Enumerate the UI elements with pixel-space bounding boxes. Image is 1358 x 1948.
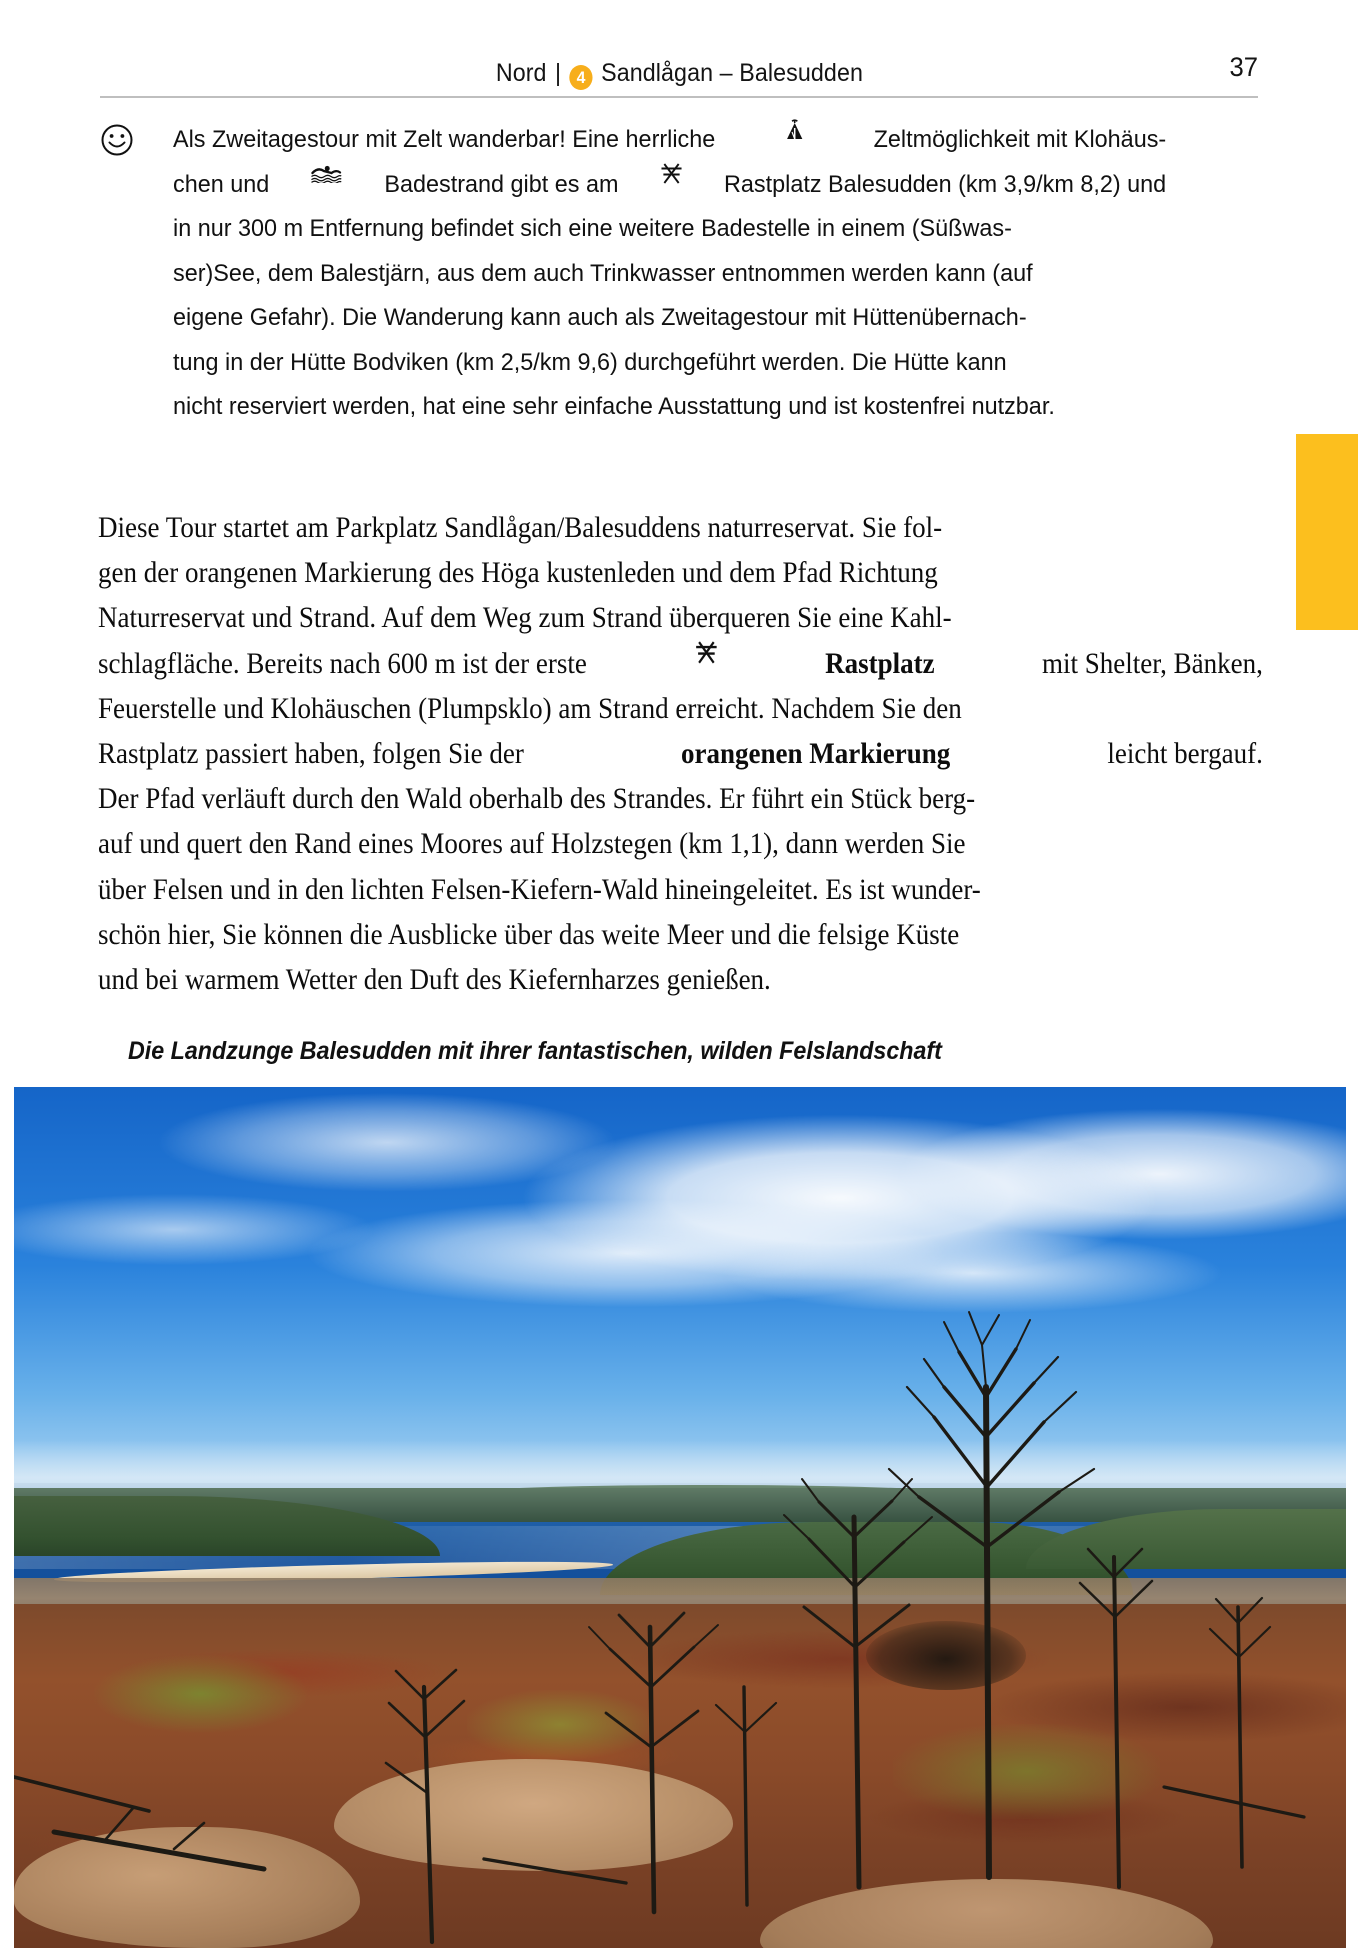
body-line-7 bbox=[98, 776, 1263, 821]
chapter-thumb-tab bbox=[1296, 434, 1358, 630]
body-line-2-text: gen der orangenen Markierung des Höga kustenleden und dem Pfad Richtung bbox=[98, 556, 938, 590]
tour-number-badge: 4 bbox=[569, 65, 592, 90]
body-line-5-text: Feuerstelle und Klohäuschen (Plumpsklo) am Strand erreicht. Nachdem Sie den bbox=[98, 691, 962, 725]
body-line-8 bbox=[98, 821, 1263, 866]
header-rule bbox=[100, 96, 1258, 98]
body-line-8-text: auf und quert den Rand eines Moores auf Holzstegen (km 1,1), dann werden Sie bbox=[98, 827, 966, 861]
intro-line-4-text: ser)See, dem Balestjärn, aus dem auch Trinkwasser entnommen werden kann (auf bbox=[173, 259, 1033, 287]
intro-line-5 bbox=[173, 296, 1166, 341]
body-line-10-text: schön hier, Sie können die Ausblicke über das weite Meer und die felsige Küste bbox=[98, 917, 960, 951]
intro-line-7 bbox=[173, 385, 1166, 430]
body-line-3 bbox=[98, 595, 1263, 640]
intro-line-2-c: Rastplatz Balesudden (km 3,9/km 8,2) und bbox=[724, 170, 1167, 198]
body-line-10 bbox=[98, 912, 1263, 957]
body-line-1-text: Diese Tour startet am Parkplatz Sandlågan/Balesuddens naturreservat. Sie fol- bbox=[98, 511, 943, 544]
body-paragraph bbox=[98, 505, 1263, 1002]
landscape-photo bbox=[14, 1087, 1346, 1948]
intro-line-6 bbox=[173, 341, 1166, 386]
intro-text bbox=[173, 118, 1166, 430]
body-line-4 bbox=[98, 641, 1263, 686]
intro-line-5-text: eigene Gefahr). Die Wanderung kann auch als Zweitagestour mit Hüttenübernach- bbox=[173, 304, 1027, 331]
body-line-3-text: Naturreservat und Strand. Auf dem Weg zum Strand überqueren Sie eine Kahl- bbox=[98, 601, 952, 635]
intro-line-1-a: Als Zweitagestour mit Zelt wanderbar! Eine herrliche bbox=[173, 126, 716, 153]
body-line-4-bold: Rastplatz bbox=[825, 646, 935, 680]
body-line-6-bold: orangenen Markierung bbox=[681, 737, 951, 771]
body-line-7-text: Der Pfad verläuft durch den Wald oberhalb des Strandes. Er führt ein Stück berg- bbox=[98, 782, 976, 816]
intro-line-7-text: nicht reserviert werden, hat eine sehr einfache Ausstattung und ist kostenfrei nutzbar. bbox=[173, 393, 1055, 420]
intro-line-6-text: tung in der Hütte Bodviken (km 2,5/km 9,6) durchgeführt werden. Die Hütte kann bbox=[173, 348, 1007, 376]
intro-line-1-b: Zeltmöglichkeit mit Klohäus- bbox=[873, 126, 1167, 153]
header-route-title: Sandlågan – Balesudden bbox=[600, 58, 863, 87]
picnic-table-icon bbox=[660, 163, 683, 208]
header-region: Nord bbox=[495, 58, 547, 87]
photo-dead-trees bbox=[14, 1087, 1346, 1948]
body-line-11-text: und bei warmem Wetter den Duft des Kiefernharzes genießen. bbox=[98, 963, 771, 997]
intro-line-3 bbox=[173, 207, 1166, 252]
photo-caption: Die Landzunge Balesudden mit ihrer fantastischen, wilden Felslandschaft bbox=[128, 1037, 942, 1065]
body-line-2 bbox=[98, 550, 1263, 595]
intro-line-3-text: in nur 300 m Entfernung befindet sich eine weitere Badestelle in einem (Süßwas- bbox=[173, 215, 1012, 242]
body-line-11 bbox=[98, 957, 1263, 1002]
tent-icon bbox=[785, 118, 804, 163]
body-line-4-a: schlagfläche. Bereits nach 600 m ist der erste bbox=[98, 646, 587, 680]
intro-line-2-a: chen und bbox=[173, 170, 270, 198]
running-header bbox=[100, 52, 1258, 94]
body-line-6-b: leicht bergauf. bbox=[1107, 737, 1263, 771]
body-line-9 bbox=[98, 867, 1263, 912]
intro-line-1 bbox=[173, 118, 1166, 163]
picnic-table-icon bbox=[694, 641, 717, 686]
body-line-4-b: mit Shelter, Bänken, bbox=[1041, 646, 1263, 680]
swimmer-icon bbox=[311, 163, 343, 208]
intro-line-2-b: Badestrand gibt es am bbox=[384, 170, 619, 198]
header-separator: | bbox=[554, 58, 561, 87]
body-line-9-text: über Felsen und in den lichten Felsen-Kiefern-Wald hineingeleitet. Es ist wunder- bbox=[98, 872, 981, 906]
intro-tip-box bbox=[100, 118, 1260, 430]
body-line-1 bbox=[98, 505, 1263, 550]
body-line-6 bbox=[98, 731, 1263, 776]
intro-line-2 bbox=[173, 163, 1166, 208]
body-line-6-a: Rastplatz passiert haben, folgen Sie der bbox=[98, 737, 524, 771]
body-line-5 bbox=[98, 686, 1263, 731]
page-number: 37 bbox=[1229, 52, 1258, 82]
smiley-icon bbox=[100, 123, 134, 157]
intro-line-4 bbox=[173, 252, 1166, 297]
